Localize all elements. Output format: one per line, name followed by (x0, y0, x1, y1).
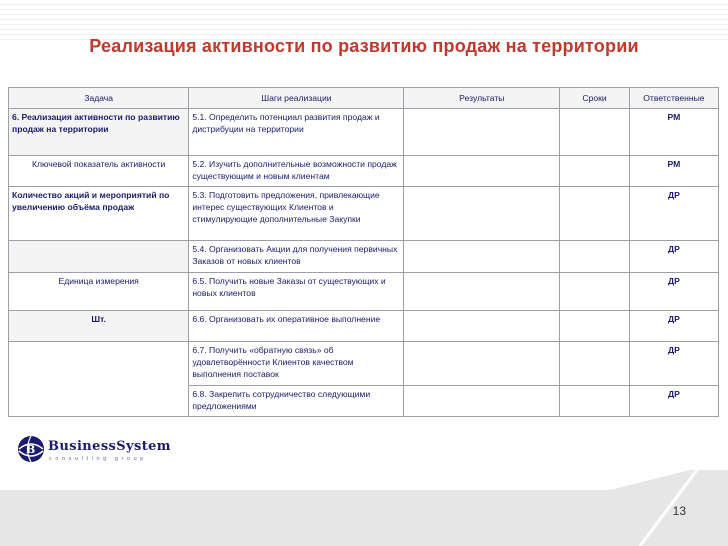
result-cell (404, 386, 560, 417)
header-terms: Сроки (560, 88, 630, 109)
activity-table (8, 87, 719, 417)
term-cell (560, 342, 630, 386)
step-cell: 6.7. Получить «обратную связь» об удовлетворённости Клиентов качеством выполнения поставок (189, 342, 404, 386)
term-cell (560, 109, 630, 156)
task-cell: Количество акций и мероприятий по увеличению объёма продаж (9, 187, 189, 241)
responsible-cell: РМ (629, 109, 718, 156)
task-cell-empty (9, 342, 189, 417)
company-logo (16, 434, 186, 466)
globe-logo-icon (16, 434, 46, 464)
responsible-cell: ДР (629, 342, 718, 386)
term-cell (560, 241, 630, 273)
task-cell: Шт. (9, 311, 189, 342)
table-header-row (9, 88, 719, 109)
result-cell (404, 342, 560, 386)
table-row (9, 273, 719, 311)
step-cell: 5.3. Подготовить предложения, привлекающие интерес существующих Клиентов и стимулирующие дополнительные Закупки (189, 187, 404, 241)
decorative-bottom-band (0, 470, 728, 546)
header-results: Результаты (404, 88, 560, 109)
term-cell (560, 386, 630, 417)
term-cell (560, 187, 630, 241)
result-cell (404, 273, 560, 311)
result-cell (404, 187, 560, 241)
table-row (9, 311, 719, 342)
slide-title: Реализация активности по развитию продаж на территории (89, 36, 639, 56)
logo-subtitle: consulting group (49, 456, 147, 462)
table-row (9, 109, 719, 156)
result-cell (404, 156, 560, 187)
responsible-cell: РМ (629, 156, 718, 187)
page-number: 13 (672, 504, 686, 518)
task-cell-empty (9, 241, 189, 273)
activity-table-wrap (8, 87, 719, 417)
responsible-cell: ДР (629, 311, 718, 342)
logo-name: BusinessSystem (48, 439, 171, 454)
step-cell: 5.2. Изучить дополнительные возможности продаж существующим и новым клиентам (189, 156, 404, 187)
step-cell: 6.8. Закрепить сотрудничество следующими предложениями (189, 386, 404, 417)
table-row (9, 342, 719, 386)
task-cell: Единица измерения (9, 273, 189, 311)
task-cell: Ключевой показатель активности (9, 156, 189, 187)
result-cell (404, 311, 560, 342)
responsible-cell: ДР (629, 187, 718, 241)
step-cell: 6.5. Получить новые Заказы от существующих и новых клиентов (189, 273, 404, 311)
responsible-cell: ДР (629, 241, 718, 273)
header-task: Задача (9, 88, 189, 109)
header-steps: Шаги реализации (189, 88, 404, 109)
responsible-cell: ДР (629, 386, 718, 417)
table-row (9, 156, 719, 187)
step-cell: 5.1. Определить потенциал развития продаж и дистрибуции на территории (189, 109, 404, 156)
decorative-header-lines (0, 0, 728, 40)
header-responsible: Ответственные (629, 88, 718, 109)
task-cell: 6. Реализация активности по развитию продаж на территории (9, 109, 189, 156)
svg-text:B: B (26, 443, 36, 456)
term-cell (560, 156, 630, 187)
term-cell (560, 311, 630, 342)
result-cell (404, 241, 560, 273)
step-cell: 6.6. Организовать их оперативное выполнение (189, 311, 404, 342)
step-cell: 5.4. Организовать Акции для получения первичных Заказов от новых клиентов (189, 241, 404, 273)
term-cell (560, 273, 630, 311)
responsible-cell: ДР (629, 273, 718, 311)
result-cell (404, 109, 560, 156)
table-row (9, 187, 719, 241)
table-row (9, 241, 719, 273)
